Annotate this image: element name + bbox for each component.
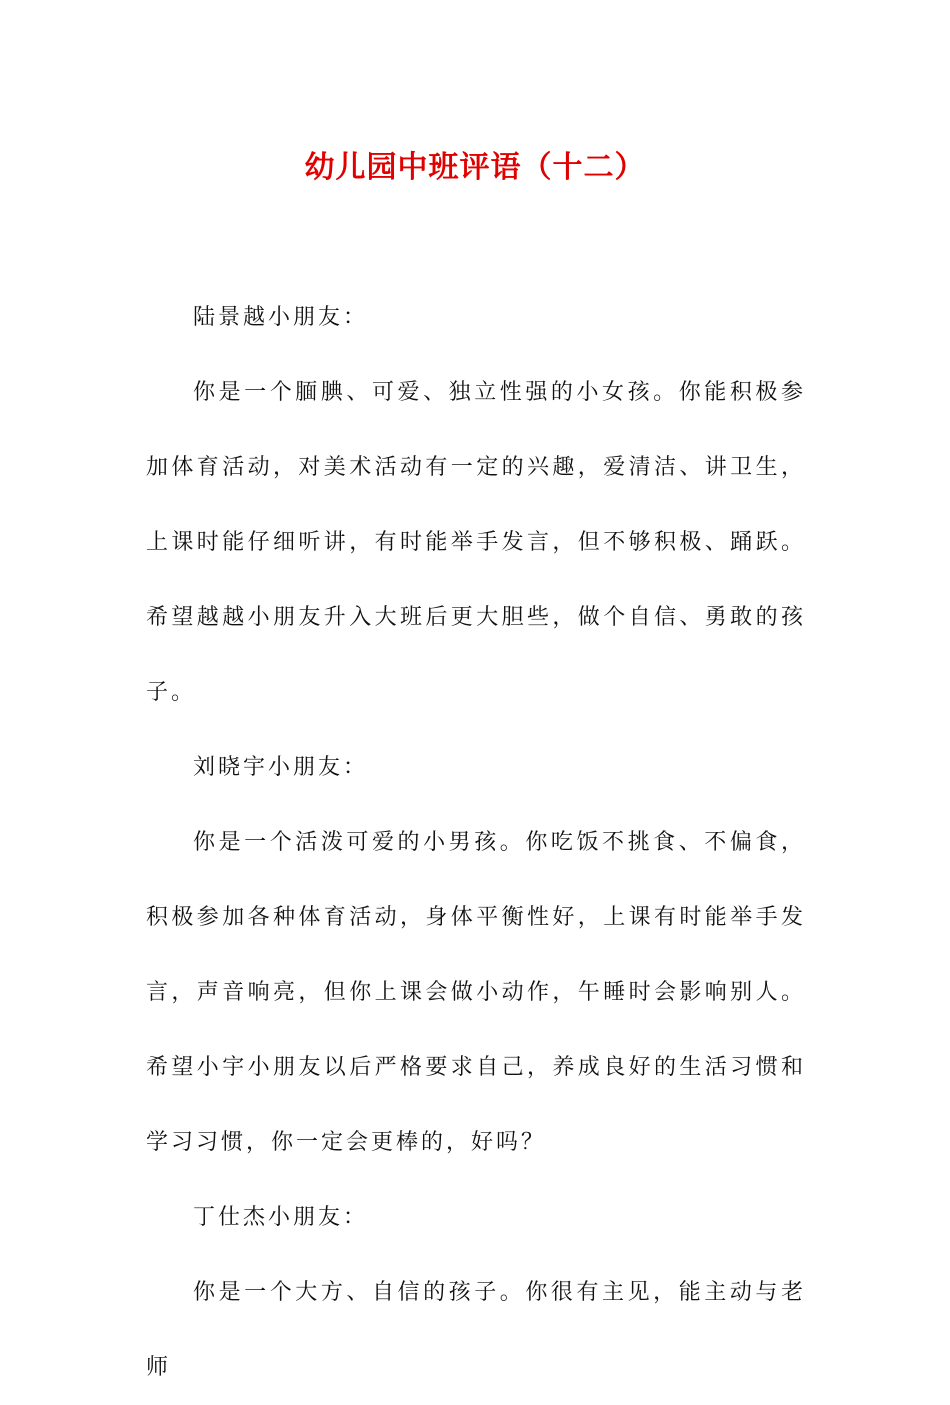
paragraph-recipient-1: 陆景越小朋友： xyxy=(193,305,369,330)
paragraph-recipient-2: 刘晓宇小朋友： xyxy=(193,755,369,780)
paragraph-recipient-3: 丁仕杰小朋友： xyxy=(193,1205,369,1230)
paragraph-comment-3: 你是一个大方、自信的孩子。你很有主见，能主动与老师 xyxy=(146,1280,806,1380)
paragraph-comment-2: 你是一个活泼可爱的小男孩。你吃饭不挑食、不偏食，积极参加各种体育活动，身体平衡性好，上课有时能举手发言，声音响亮，但你上课会做小动作，午睡时会影响别人。希望小宇小朋友以后严格要求自己，养成良好的生活习惯和学习习惯，你一定会更棒的，好吗？ xyxy=(146,830,806,1155)
document-title: 幼儿园中班评语（十二） xyxy=(304,150,646,185)
document-body xyxy=(146,280,806,1405)
paragraph-comment-1: 你是一个腼腆、可爱、独立性强的小女孩。你能积极参加体育活动，对美术活动有一定的兴趣，爱清洁、讲卫生，上课时能仔细听讲，有时能举手发言，但不够积极、踊跃。希望越越小朋友升入大班后更大胆些，做个自信、勇敢的孩子。 xyxy=(146,380,806,705)
